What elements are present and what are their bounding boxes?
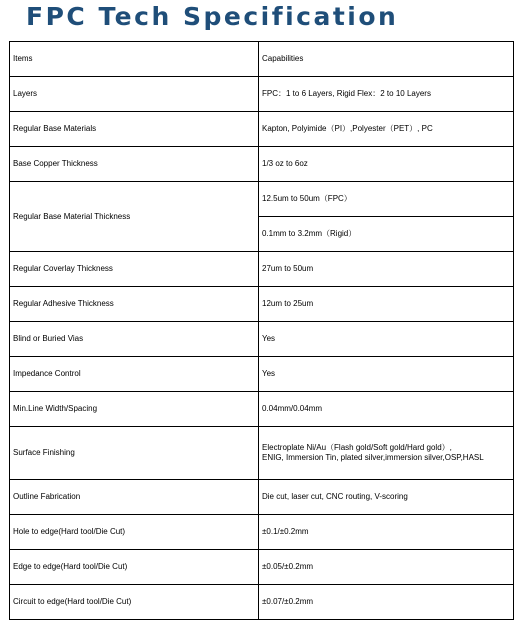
capability-cell: 1/3 oz to 6oz — [259, 147, 514, 182]
item-cell: Surface Finishing — [10, 427, 259, 480]
table-row — [10, 77, 514, 112]
table-row — [10, 147, 514, 182]
header-row — [10, 42, 514, 77]
page-title: FPC Tech Specification — [26, 2, 399, 31]
capability-cell: 12.5um to 50um（FPC） — [259, 182, 514, 217]
capability-cell: 0.1mm to 3.2mm（Rigid） — [259, 217, 514, 252]
capability-cell: Die cut, laser cut, CNC routing, V-scoring — [259, 480, 514, 515]
capability-cell: Electroplate Ni/Au（Flash gold/Soft gold/Hard gold）, ENIG, Immersion Tin, plated silver,immersion silver,OSP,HASL — [259, 427, 514, 480]
table-row — [10, 480, 514, 515]
table-row — [10, 392, 514, 427]
item-cell: Base Copper Thickness — [10, 147, 259, 182]
capability-cell: Yes — [259, 357, 514, 392]
table-row — [10, 550, 514, 585]
table-row — [10, 287, 514, 322]
table-row — [10, 585, 514, 620]
table-row — [10, 252, 514, 287]
table-row — [10, 112, 514, 147]
item-cell: Circuit to edge(Hard tool/Die Cut) — [10, 585, 259, 620]
item-cell: Layers — [10, 77, 259, 112]
item-cell: Regular Base Material Thickness — [10, 182, 259, 252]
capability-cell: ±0.05/±0.2mm — [259, 550, 514, 585]
item-cell: Regular Base Materials — [10, 112, 259, 147]
item-cell: Outline Fabrication — [10, 480, 259, 515]
capability-cell: ±0.1/±0.2mm — [259, 515, 514, 550]
capability-cell: FPC：1 to 6 Layers, Rigid Flex：2 to 10 Layers — [259, 77, 514, 112]
capability-cell: Kapton, Polyimide（PI）,Polyester（PET）, PC — [259, 112, 514, 147]
item-cell: Hole to edge(Hard tool/Die Cut) — [10, 515, 259, 550]
item-cell: Impedance Control — [10, 357, 259, 392]
spec-table — [9, 41, 514, 620]
capability-cell: 12um to 25um — [259, 287, 514, 322]
table-row — [10, 427, 514, 480]
table-row — [10, 322, 514, 357]
item-cell: Blind or Buried Vias — [10, 322, 259, 357]
header-item-cell: Items — [10, 42, 259, 77]
capability-cell: 27um to 50um — [259, 252, 514, 287]
header-capability-cell: Capabilities — [259, 42, 514, 77]
table-row — [10, 182, 514, 217]
capability-cell: 0.04mm/0.04mm — [259, 392, 514, 427]
capability-cell: Yes — [259, 322, 514, 357]
item-cell: Regular Adhesive Thickness — [10, 287, 259, 322]
table-row — [10, 515, 514, 550]
table-row — [10, 357, 514, 392]
item-cell: Regular Coverlay Thickness — [10, 252, 259, 287]
item-cell: Min.Line Width/Spacing — [10, 392, 259, 427]
capability-cell: ±0.07/±0.2mm — [259, 585, 514, 620]
item-cell: Edge to edge(Hard tool/Die Cut) — [10, 550, 259, 585]
